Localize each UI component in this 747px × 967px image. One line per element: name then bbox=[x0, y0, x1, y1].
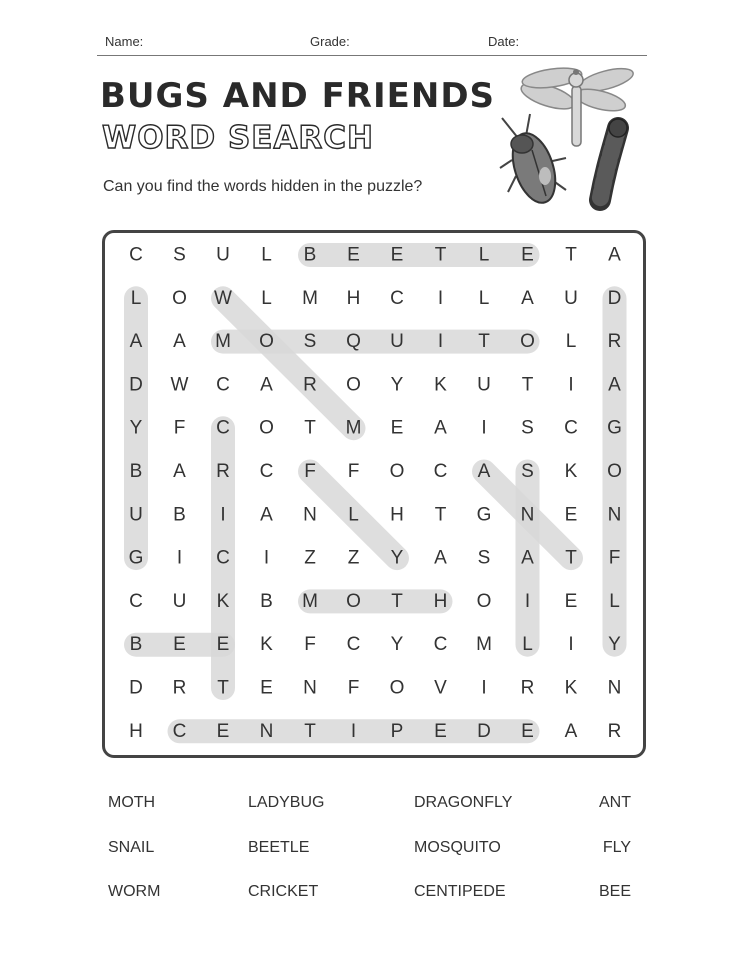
grid-letter[interactable]: C bbox=[390, 287, 404, 309]
grid-letter[interactable]: C bbox=[564, 417, 578, 439]
word-ladybug: LADYBUG bbox=[248, 794, 325, 811]
word-mosquito: MOSQUITO bbox=[414, 839, 501, 856]
grid-letter[interactable]: B bbox=[173, 504, 186, 526]
grid-letter[interactable]: C bbox=[216, 547, 230, 569]
grid-letter[interactable]: U bbox=[172, 590, 187, 612]
grid-letter[interactable]: T bbox=[565, 547, 577, 569]
grid-letter[interactable]: Z bbox=[304, 547, 316, 569]
grid-letter[interactable]: Y bbox=[390, 374, 404, 396]
puzzle-grid bbox=[102, 230, 646, 758]
grid-letter[interactable]: E bbox=[564, 504, 578, 526]
grid-letter[interactable]: U bbox=[390, 331, 404, 353]
grid-letter[interactable]: I bbox=[350, 720, 357, 742]
word-ant: ANT bbox=[599, 794, 631, 811]
grid-letter[interactable]: H bbox=[346, 287, 361, 309]
grid-letter[interactable]: T bbox=[434, 244, 447, 266]
grid-letter[interactable]: M bbox=[215, 331, 231, 353]
grid-letter[interactable]: A bbox=[260, 374, 273, 396]
grid-letter[interactable]: H bbox=[433, 590, 448, 612]
grid-letter[interactable]: A bbox=[608, 244, 621, 266]
grid-letter[interactable]: C bbox=[433, 634, 448, 656]
grid-letter[interactable]: O bbox=[346, 374, 361, 396]
grid-letter[interactable]: K bbox=[260, 634, 273, 656]
grid-letter[interactable]: L bbox=[565, 331, 577, 353]
grid-letter[interactable]: D bbox=[607, 287, 622, 309]
grid-letter[interactable]: O bbox=[389, 677, 405, 699]
grid-letter[interactable]: G bbox=[128, 547, 144, 569]
grid-letter[interactable]: L bbox=[261, 244, 272, 266]
grid-letter[interactable]: O bbox=[172, 287, 187, 309]
grid-letter[interactable]: U bbox=[564, 287, 578, 309]
grid-letter[interactable]: S bbox=[521, 461, 534, 482]
grid-letter[interactable]: E bbox=[347, 244, 360, 266]
grid-letter[interactable]: C bbox=[172, 720, 187, 742]
name-label: Name: bbox=[105, 34, 144, 49]
word-snail: SNAIL bbox=[108, 839, 155, 856]
grid-letter[interactable]: I bbox=[481, 417, 487, 439]
grid-letter[interactable]: S bbox=[173, 244, 186, 266]
grid-letter[interactable]: E bbox=[434, 720, 447, 742]
word-bee: BEE bbox=[598, 883, 631, 900]
grid-letter[interactable]: B bbox=[129, 634, 143, 656]
grid-letter[interactable]: O bbox=[259, 331, 274, 353]
grid-letter[interactable]: E bbox=[216, 634, 230, 656]
grid-letter[interactable]: F bbox=[347, 677, 360, 699]
grid-letter[interactable]: V bbox=[434, 677, 447, 699]
grid-letter[interactable]: A bbox=[521, 547, 534, 569]
grid-letter[interactable]: K bbox=[564, 677, 578, 699]
grid-letter[interactable]: I bbox=[568, 374, 574, 396]
grid-letter[interactable]: F bbox=[304, 634, 316, 656]
grid-letter[interactable]: S bbox=[303, 331, 317, 353]
grid-letter[interactable]: M bbox=[302, 287, 318, 309]
grid-letter[interactable]: R bbox=[607, 331, 622, 353]
grid-letter[interactable]: L bbox=[348, 504, 359, 526]
grid-letter[interactable]: U bbox=[129, 504, 143, 526]
grid-letter[interactable]: A bbox=[260, 504, 273, 526]
word-fly: FLY bbox=[602, 839, 631, 856]
highlight-worm bbox=[223, 298, 354, 428]
word-cricket: CRICKET bbox=[248, 883, 319, 900]
date-label: Date: bbox=[488, 34, 520, 49]
title-line1: BUGS AND FRIENDS bbox=[100, 76, 496, 116]
grid-letter[interactable]: A bbox=[434, 547, 447, 569]
grid-letter[interactable]: H bbox=[390, 504, 404, 526]
grid-letter[interactable]: E bbox=[216, 720, 230, 742]
grid-letter[interactable]: C bbox=[433, 461, 448, 482]
grid-letter[interactable]: O bbox=[259, 417, 274, 439]
grid-letter[interactable]: I bbox=[568, 634, 574, 656]
grid-letter[interactable]: A bbox=[564, 720, 578, 742]
grid-letter[interactable]: T bbox=[391, 590, 403, 612]
grid-letter[interactable]: L bbox=[522, 634, 533, 656]
grid-letter[interactable]: L bbox=[609, 590, 620, 612]
grid-letter[interactable]: N bbox=[303, 677, 317, 699]
puzzle-grid-svg bbox=[105, 233, 643, 755]
grid-letter[interactable]: B bbox=[260, 590, 273, 612]
grid-letter[interactable]: R bbox=[172, 677, 187, 699]
grid-letter[interactable]: R bbox=[607, 720, 622, 742]
grid-letter[interactable]: B bbox=[129, 461, 143, 482]
grid-letter[interactable]: O bbox=[607, 461, 622, 482]
grid-letter[interactable]: O bbox=[476, 590, 492, 612]
grid-letter[interactable]: N bbox=[259, 720, 274, 742]
grid-letter[interactable]: R bbox=[303, 374, 317, 396]
grid-letter[interactable]: I bbox=[437, 287, 444, 309]
grid-letter[interactable]: H bbox=[129, 720, 143, 742]
grid-letter[interactable]: A bbox=[608, 374, 621, 396]
grid-letter[interactable]: Z bbox=[347, 547, 360, 569]
grid-letter[interactable]: O bbox=[346, 590, 361, 612]
grid-letter[interactable]: C bbox=[216, 374, 230, 396]
grid-letter[interactable]: I bbox=[524, 590, 531, 612]
grid-letter[interactable]: T bbox=[304, 417, 316, 439]
grid-letter[interactable]: Q bbox=[346, 331, 361, 353]
grid-letter[interactable]: A bbox=[434, 417, 447, 439]
grade-label: Grade: bbox=[310, 34, 350, 49]
grid-letter[interactable]: D bbox=[129, 374, 143, 396]
grid-letter[interactable]: I bbox=[220, 504, 226, 526]
grid-letter[interactable]: W bbox=[214, 287, 232, 309]
grid-letter[interactable]: G bbox=[476, 504, 492, 526]
word-dragonfly: DRAGONFLY bbox=[414, 794, 513, 811]
grid-letter[interactable]: F bbox=[173, 417, 186, 439]
grid-letter[interactable]: L bbox=[478, 287, 490, 309]
word-moth: MOTH bbox=[108, 794, 156, 811]
grid-letter[interactable]: F bbox=[608, 547, 621, 569]
grid-letter[interactable]: K bbox=[564, 461, 578, 482]
grid-letter[interactable]: T bbox=[478, 331, 490, 353]
grid-letter[interactable]: S bbox=[477, 547, 491, 569]
grid-letter[interactable]: F bbox=[347, 461, 360, 482]
grid-letter[interactable]: A bbox=[477, 461, 491, 482]
grid-letter[interactable]: Y bbox=[390, 634, 404, 656]
grid-letter[interactable]: K bbox=[434, 374, 447, 396]
grid-letter[interactable]: I bbox=[263, 547, 270, 569]
grid-letter[interactable]: O bbox=[520, 331, 535, 353]
grid-letter[interactable]: I bbox=[437, 331, 444, 353]
grid-letter[interactable]: F bbox=[304, 461, 316, 482]
grid-letter[interactable]: C bbox=[129, 244, 143, 266]
grid-letter[interactable]: L bbox=[130, 287, 142, 309]
word-beetle: BEETLE bbox=[248, 839, 310, 856]
grid-letter[interactable]: E bbox=[390, 244, 404, 266]
grid-letter[interactable]: G bbox=[607, 417, 622, 439]
grid-letter[interactable]: T bbox=[434, 504, 447, 526]
grid-letter[interactable]: P bbox=[390, 720, 404, 742]
grid-letter[interactable]: U bbox=[477, 374, 491, 396]
grid-letter[interactable]: N bbox=[607, 504, 622, 526]
grid-letter[interactable]: T bbox=[304, 720, 316, 742]
word-centipede: CENTIPEDE bbox=[414, 883, 506, 900]
beetle-icon bbox=[500, 114, 566, 208]
grid-letter[interactable]: Y bbox=[129, 417, 143, 439]
grid-letter[interactable]: L bbox=[478, 244, 490, 266]
grid-letter[interactable]: A bbox=[173, 331, 186, 353]
grid-letter[interactable]: M bbox=[476, 634, 492, 656]
grid-letter[interactable]: T bbox=[217, 677, 229, 699]
grid-letter[interactable]: D bbox=[129, 677, 143, 699]
grid-letter[interactable]: A bbox=[129, 331, 143, 353]
title-line2: WORD SEARCH bbox=[102, 120, 375, 156]
grid-letter[interactable]: S bbox=[521, 417, 534, 439]
grid-letter[interactable]: L bbox=[261, 287, 272, 309]
grid-letter[interactable]: E bbox=[260, 677, 273, 699]
grid-letter[interactable]: M bbox=[302, 590, 318, 612]
grid-letter[interactable]: N bbox=[607, 677, 622, 699]
grid-letter[interactable]: Y bbox=[390, 547, 404, 569]
grid-letter[interactable]: D bbox=[477, 720, 491, 742]
grid-letter[interactable]: T bbox=[565, 244, 577, 266]
word-worm: WORM bbox=[108, 883, 161, 900]
grid-letter[interactable]: E bbox=[390, 417, 404, 439]
grid-letter[interactable]: O bbox=[389, 461, 405, 482]
caterpillar-icon bbox=[600, 119, 627, 200]
grid-letter[interactable]: Y bbox=[608, 634, 621, 656]
grid-letter[interactable]: I bbox=[176, 547, 183, 569]
grid-letter[interactable]: E bbox=[173, 634, 186, 656]
grid-letter[interactable]: T bbox=[521, 374, 534, 396]
grid-letter[interactable]: I bbox=[481, 677, 487, 699]
grid-letter[interactable]: C bbox=[259, 461, 274, 482]
grid-letter[interactable]: B bbox=[303, 244, 317, 266]
grid-letter[interactable]: C bbox=[129, 590, 143, 612]
grid-letter[interactable]: M bbox=[345, 417, 362, 439]
grid-letter[interactable]: R bbox=[216, 461, 230, 482]
grid-letter[interactable]: A bbox=[521, 287, 534, 309]
grid-letter[interactable]: K bbox=[216, 590, 230, 612]
instruction-text: Can you find the words hidden in the puzzle? bbox=[103, 178, 423, 195]
grid-letter[interactable]: N bbox=[520, 504, 535, 526]
grid-letter[interactable]: E bbox=[521, 244, 534, 266]
grid-letter[interactable]: E bbox=[521, 720, 534, 742]
grid-letter[interactable]: N bbox=[303, 504, 317, 526]
grid-letter[interactable]: C bbox=[346, 634, 361, 656]
grid-letter[interactable]: E bbox=[564, 590, 578, 612]
grid-letter[interactable]: C bbox=[216, 417, 230, 439]
grid-letter[interactable]: W bbox=[170, 374, 189, 396]
grid-letter[interactable]: R bbox=[520, 677, 535, 699]
grid-letter[interactable]: A bbox=[173, 461, 186, 482]
grid-letter[interactable]: U bbox=[216, 244, 230, 266]
